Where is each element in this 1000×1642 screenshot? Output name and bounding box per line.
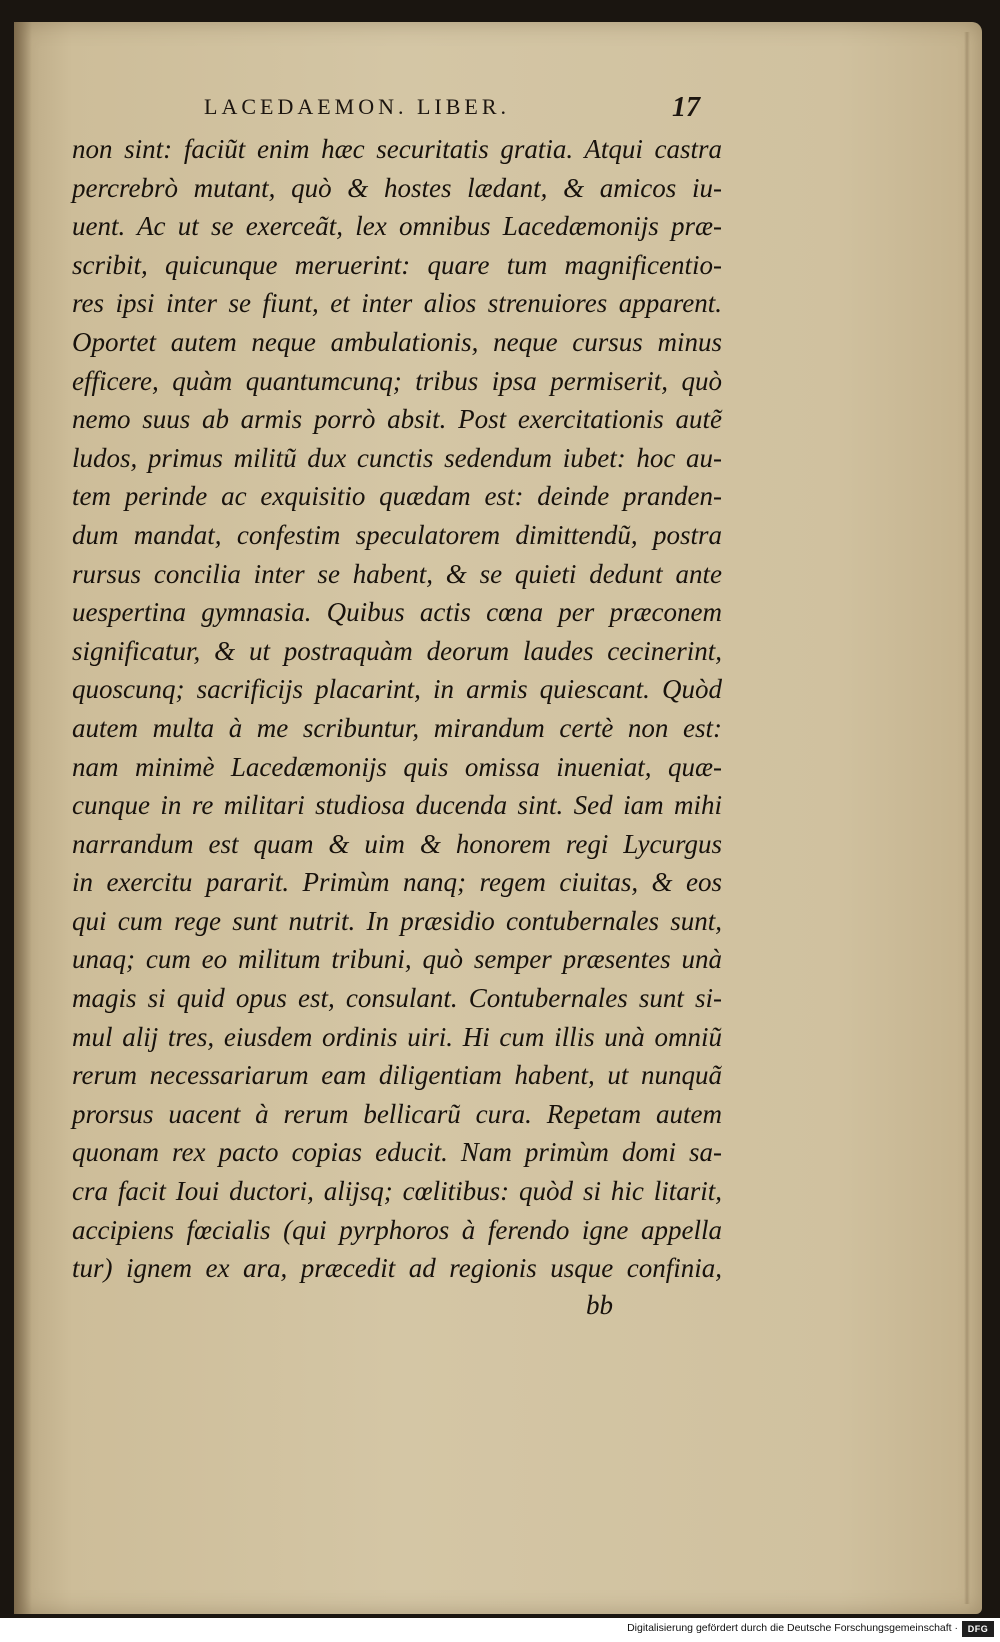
text-line: rerum necessariarum eam diligentiam habent, ut nunquã — [72, 1060, 722, 1091]
running-head-title: LACEDAEMON. LIBER. — [204, 94, 511, 119]
page-number: 17 — [672, 92, 700, 123]
signature-mark: bb — [586, 1290, 613, 1320]
running-head — [14, 94, 982, 126]
page-edge — [964, 32, 970, 1604]
text-line: Oportet autem neque ambulationis, neque cursus minus — [72, 326, 722, 357]
text-line: cunque in re militari studiosa ducenda sint. Sed iam mihi — [72, 790, 722, 821]
text-line: non sint: faciũt enim hæc securitatis gratia. Atqui castra — [72, 134, 722, 164]
text-line: autem multa à me scribuntur, mirandum certè non est: — [72, 712, 722, 743]
text-line: mul alij tres, eiusdem ordinis uiri. Hi cum illis unà omniũ — [72, 1021, 722, 1052]
text-line: quonam rex pacto copias educit. Nam primùm domi sa- — [72, 1137, 722, 1168]
text-line: accipiens fœcialis (qui pyrphoros à ferendo igne appella — [72, 1214, 722, 1245]
text-line: unaq; cum eo militum tribuni, quò semper præsentes unà — [72, 944, 722, 975]
funding-credit: Digitalisierung gefördert durch die Deutsche Forschungsgemeinschaft · — [627, 1622, 958, 1634]
text-line: quoscunq; sacrificijs placarint, in armis quiescant. Quòd — [72, 674, 722, 705]
book-page — [14, 22, 982, 1614]
text-line: rursus concilia inter se habent, & se quieti dedunt ante — [72, 558, 722, 589]
text-line: cra facit Ioui ductori, alijsq; cœlitibus: quòd si hic litarit, — [72, 1176, 722, 1207]
text-line: res ipsi inter se fiunt, et inter alios strenuiores apparent. — [72, 288, 722, 319]
text-line: percrebrò mutant, quò & hostes lædant, & amicos iu- — [72, 172, 722, 203]
text-line: prorsus uacent à rerum bellicarũ cura. Repetam autem — [72, 1098, 722, 1129]
footer-bar — [0, 1618, 1000, 1642]
text-line: scribit, quicunque meruerint: quare tum magnificentio- — [72, 249, 722, 280]
body-text — [72, 130, 722, 1288]
page-gutter-shadow — [14, 22, 32, 1614]
text-line: uespertina gymnasia. Quibus actis cœna per præconem — [72, 597, 722, 628]
text-line: magis si quid opus est, consulant. Contubernales sunt si- — [72, 983, 722, 1014]
text-line: in exercitu pararit. Primùm nanq; regem ciuitas, & eos — [72, 867, 722, 898]
text-line: qui cum rege sunt nutrit. In præsidio contubernales sunt, — [72, 905, 722, 936]
text-line: significatur, & ut postraquàm deorum laudes cecinerint, — [72, 635, 722, 666]
text-line: nemo suus ab armis porrò absit. Post exercitationis autẽ — [72, 404, 722, 435]
text-line: uent. Ac ut se exerceãt, lex omnibus Lacedæmonijs præ- — [72, 211, 722, 242]
text-line: narrandum est quam & uim & honorem regi Lycurgus — [72, 828, 722, 859]
text-line: efficere, quàm quantumcunq; tribus ipsa permiserit, quò — [72, 365, 722, 396]
text-line: ludos, primus militũ dux cunctis sedendum iubet: hoc au- — [72, 442, 722, 473]
text-line: nam minimè Lacedæmonijs quis omissa inueniat, quæ- — [72, 751, 722, 782]
text-line: dum mandat, confestim speculatorem dimittendũ, postra — [72, 519, 722, 550]
text-line: tem perinde ac exquisitio quædam est: deinde pranden- — [72, 481, 722, 512]
text-line: tur) ignem ex ara, præcedit ad regionis usque confinia, — [72, 1253, 722, 1284]
dfg-logo[interactable]: DFG — [962, 1621, 994, 1637]
